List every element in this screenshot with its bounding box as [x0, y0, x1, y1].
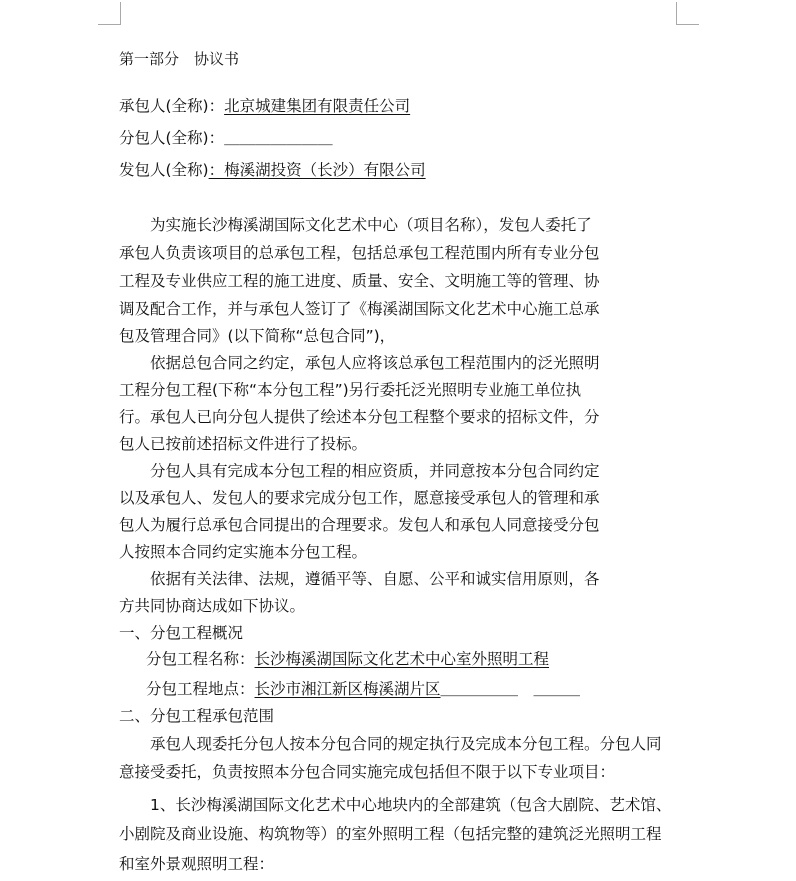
- body-line: 分包人具有完成本分包工程的相应资质，并同意按本分包合同约定: [150, 462, 600, 480]
- body-line: 承包人负责该项目的总承包工程，包括总承包工程范围内所有专业分包: [119, 244, 600, 262]
- project-location-value: 长沙市湘江新区梅溪湖片区: [254, 680, 441, 698]
- body-line: 调及配合工作，并与承包人签订了《梅溪湖国际文化艺术中心施工总承: [119, 300, 600, 318]
- body-line: 包人已按前述招标文件进行了投标。: [119, 435, 368, 453]
- contractor-name: 北京城建集团有限责任公司: [224, 97, 411, 115]
- project-location-blank: ＿＿＿＿＿ ＿＿＿: [440, 680, 581, 698]
- contractor-label: 承包人(全称)：: [119, 97, 225, 115]
- body-line: 行。承包人已向分包人提供了绘述本分包工程整个要求的招标文件，分: [119, 408, 600, 426]
- body-line: 以及承包人、发包人的要求完成分包工作，愿意接受承包人的管理和承: [119, 489, 600, 507]
- subcontractor-line: [119, 127, 333, 149]
- project-location-line: [146, 678, 580, 700]
- project-location-label: 分包工程地点：: [146, 680, 255, 698]
- margin-corner-top-left: [98, 2, 121, 25]
- body-line: 工程分包工程(下称“本分包工程”)另行委托泛光照明专业施工单位执: [119, 381, 582, 399]
- heading-scope: 二、分包工程承包范围: [119, 707, 275, 725]
- employer-label: 发包人(全称): [119, 161, 209, 179]
- scope-line: 小剧院及商业设施、构筑物等）的室外照明工程（包括完整的建筑泛光照明工程: [119, 825, 662, 843]
- body-line: 方共同协商达成如下协议。: [119, 597, 306, 615]
- body-line: 依据总包合同之约定，承包人应将该总承包工程范围内的泛光照明: [150, 354, 600, 372]
- subcontractor-label: 分包人(全称)：: [119, 129, 225, 147]
- body-line: 包及管理合同》(以下简称“总包合同”)，: [119, 327, 396, 345]
- heading-project-overview: 一、分包工程概况: [119, 624, 244, 642]
- scope-line: 承包人现委托分包人按本分包合同的规定执行及完成本分包工程。分包人同: [150, 735, 662, 753]
- scope-line: 1、长沙梅溪湖国际文化艺术中心地块内的全部建筑（包含大剧院、艺术馆、: [150, 796, 672, 814]
- margin-corner-top-right: [676, 2, 699, 25]
- project-name-line: [146, 648, 549, 670]
- scope-line: 和室外景观照明工程：: [119, 855, 275, 873]
- subcontractor-name-blank: ＿＿＿＿＿＿＿: [224, 129, 333, 147]
- employer-line: [119, 159, 426, 181]
- employer-name: ：梅溪湖投资（长沙）有限公司: [208, 161, 426, 179]
- body-line: 依据有关法律、法规，遵循平等、自愿、公平和诚实信用原则，各: [150, 570, 600, 588]
- contractor-line: [119, 95, 410, 117]
- body-line: 工程及专业供应工程的施工进度、质量、安全、文明施工等的管理、协: [119, 272, 600, 290]
- body-line: 为实施长沙梅溪湖国际文化艺术中心（项目名称），发包人委托了: [150, 216, 592, 234]
- scope-line: 意接受委托，负责按照本分包合同实施完成包括但不限于以下专业项目：: [119, 763, 616, 781]
- section-title: 第一部分 协议书: [119, 50, 240, 68]
- body-line: 包人为履行总承包合同提出的合理要求。发包人和承包人同意接受分包: [119, 516, 600, 534]
- project-name-value: 长沙梅溪湖国际文化艺术中心室外照明工程: [254, 650, 550, 668]
- body-line: 人按照本合同约定实施本分包工程。: [119, 543, 368, 561]
- project-name-label: 分包工程名称：: [146, 650, 255, 668]
